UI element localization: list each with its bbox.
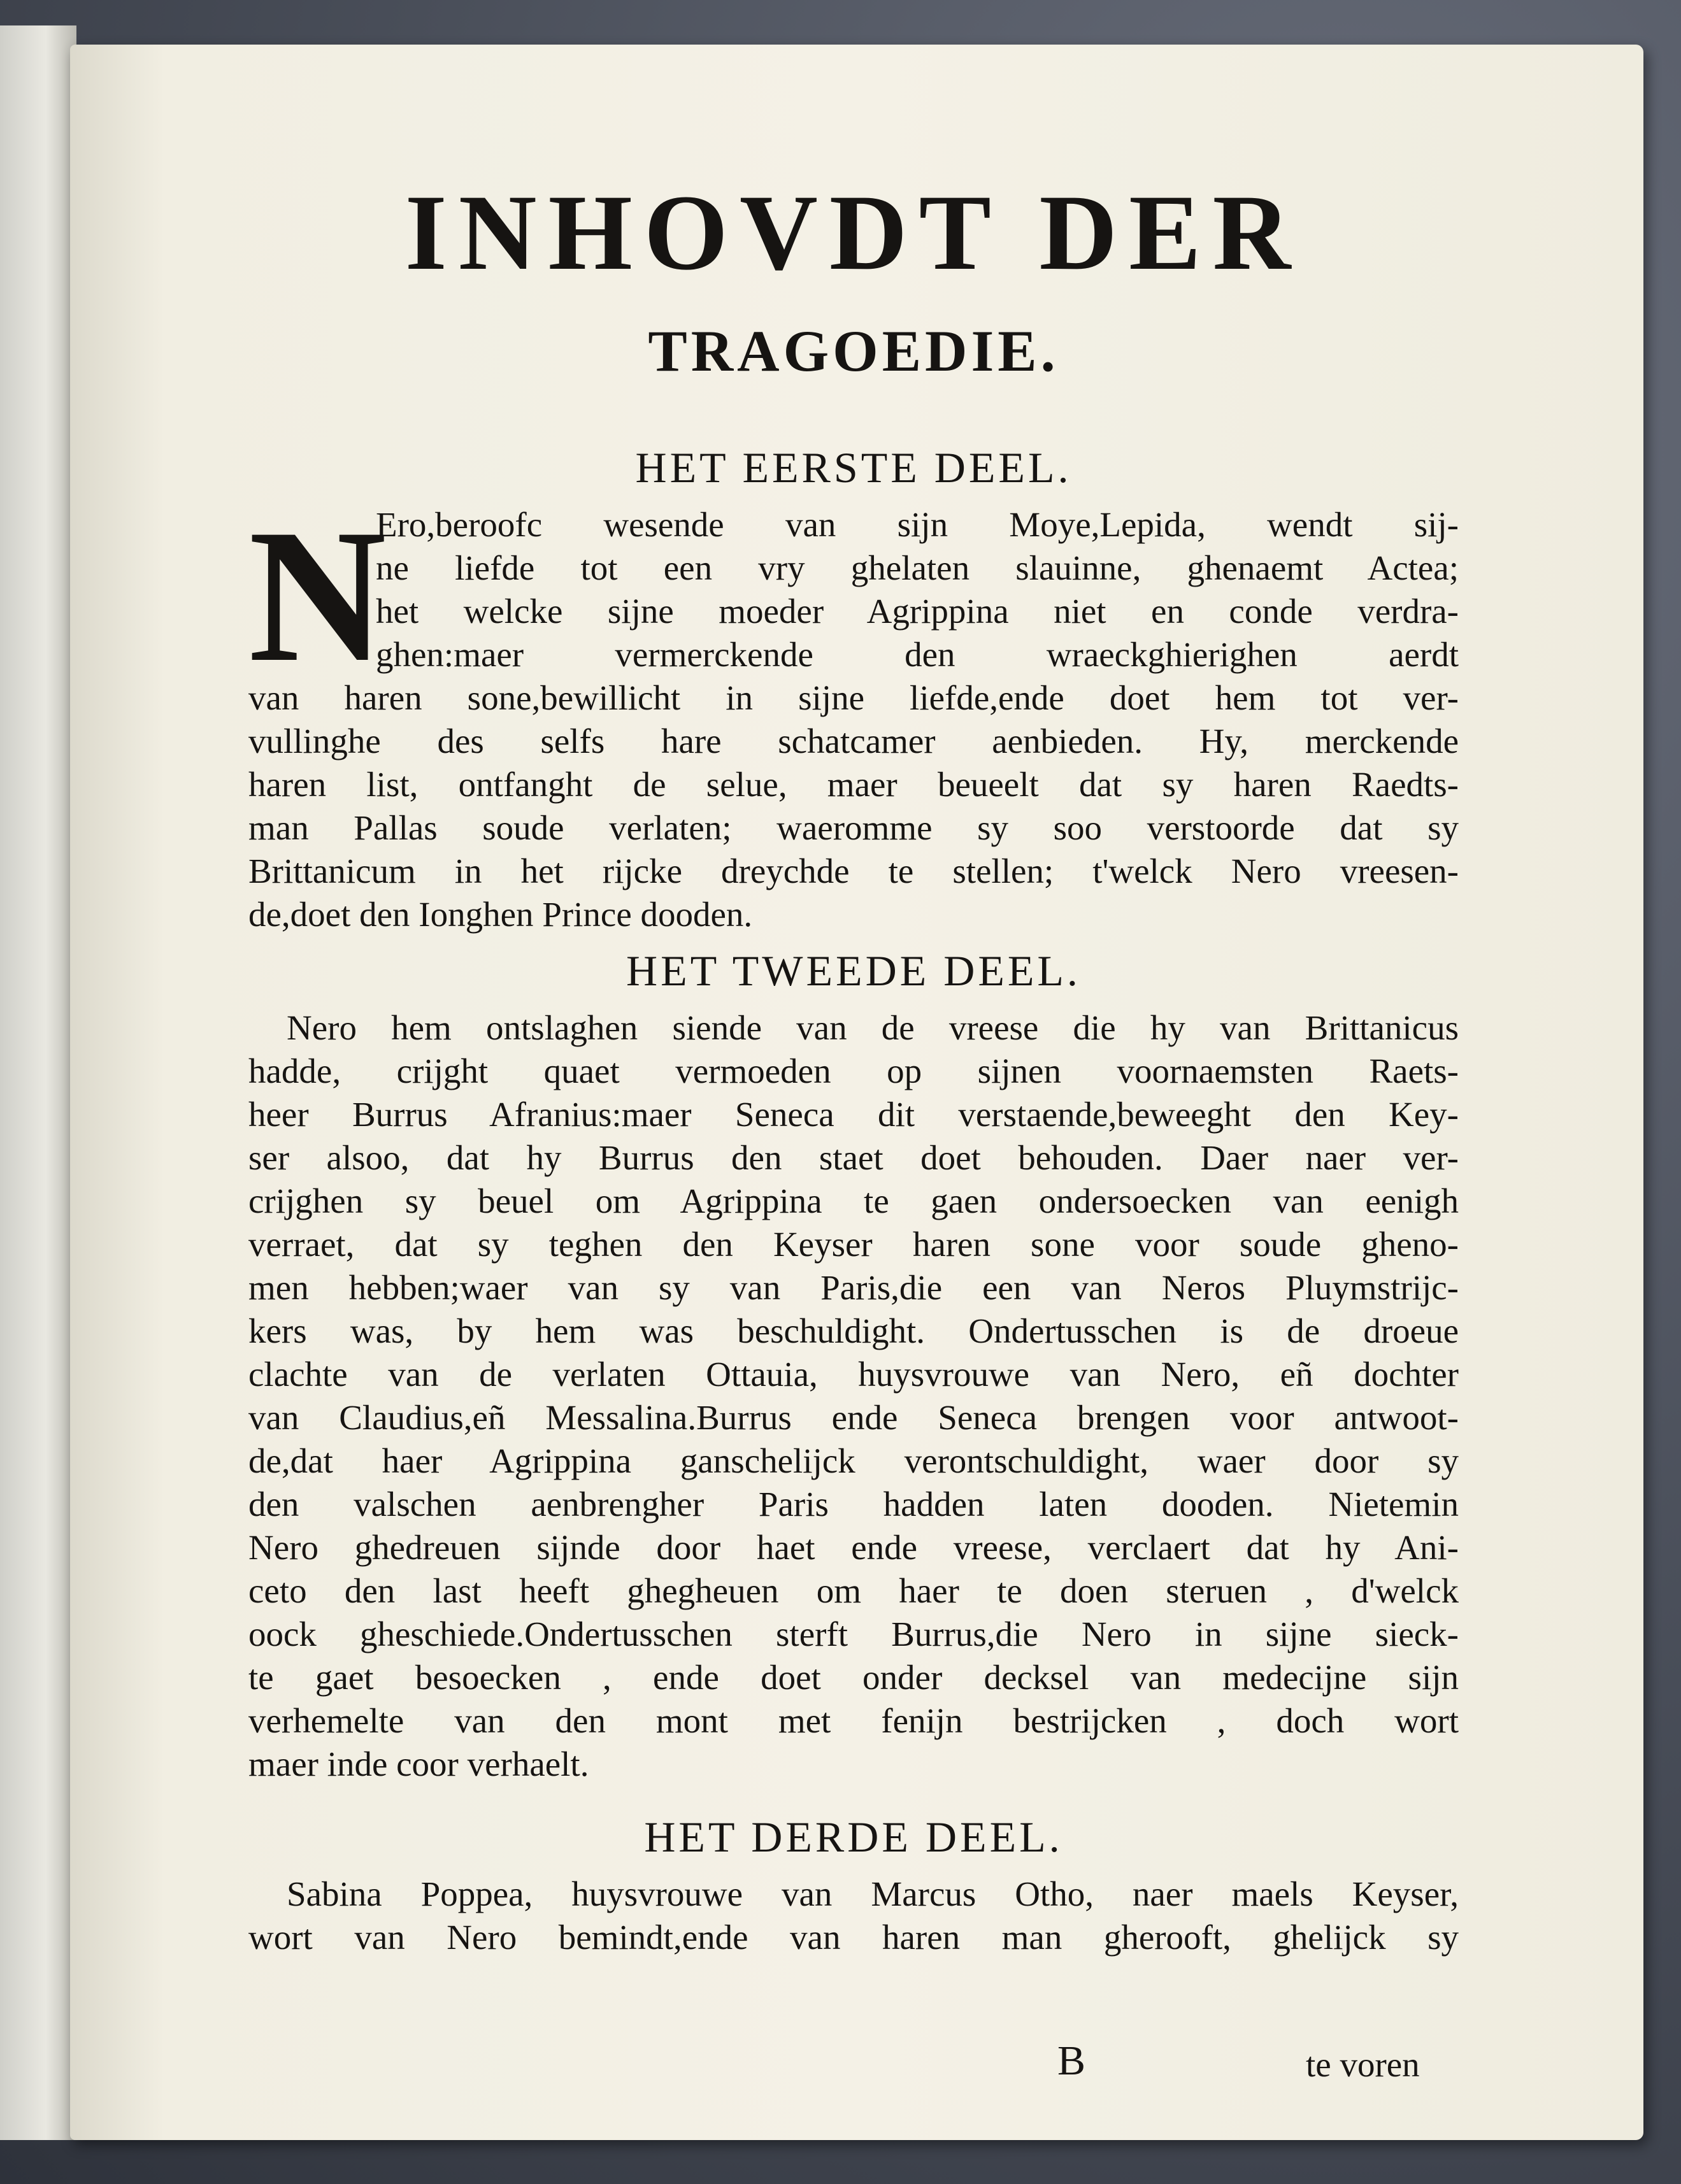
section-3-text (248, 1873, 1459, 1959)
section-1-indented-text (376, 503, 1459, 676)
section-1-text (248, 676, 1459, 936)
section-heading-3: HET DERDE DEEL. (644, 1813, 1063, 1861)
facing-page-edge (0, 25, 76, 2140)
text-line: Sabina Poppea, huysvrouwe van Marcus Otho, naer maels Keyser, (287, 1874, 1459, 1913)
page-subtitle: TRAGOEDIE. (648, 318, 1059, 383)
text-line: de,dat haer Agrippina ganschelijck verontschuldight, waer door sy (248, 1441, 1459, 1480)
text-line: kers was, by hem was beschuldight. Ondertusschen is de droeue (248, 1311, 1459, 1350)
text-line: oock gheschiede.Ondertusschen sterft Burrus,die Nero in sijne sieck- (248, 1615, 1459, 1653)
text-line: van haren sone,bewillicht in sijne liefde,ende doet hem tot ver- (248, 678, 1459, 717)
drop-capital: N (248, 490, 387, 701)
catchword: te voren (1306, 2045, 1420, 2084)
text-line: verraet, dat sy teghen den Keyser haren sone voor soude gheno- (248, 1225, 1459, 1264)
section-heading-2: HET TWEEDE DEEL. (626, 946, 1081, 995)
text-line: ser alsoo, dat hy Burrus den staet doet behouden. Daer naer ver- (248, 1138, 1459, 1177)
text-line: de,doet den Ionghen Prince dooden. (248, 895, 753, 934)
text-line: men hebben;waer van sy van Paris,die een van Neros Pluymstrijc- (248, 1268, 1459, 1307)
text-line: hadde, crijght quaet vermoeden op sijnen voornaemsten Raets- (248, 1052, 1459, 1090)
text-line: man Pallas soude verlaten; waeromme sy soo verstoorde dat sy (248, 808, 1459, 847)
text-line: Nero ghedreuen sijnde door haet ende vreese, verclaert dat hy Ani- (248, 1528, 1459, 1567)
text-line: ne liefde tot een vry ghelaten slauinne, ghenaemt Actea; (376, 548, 1459, 587)
text-line: clachte van de verlaten Ottauia, huysvrouwe van Nero, eñ dochter (248, 1355, 1459, 1394)
section-2-text (248, 1006, 1459, 1786)
page-title: INHOVDT DER (404, 173, 1303, 292)
text-line: het welcke sijne moeder Agrippina niet en conde verdra- (376, 592, 1459, 631)
section-heading-1: HET EERSTE DEEL. (635, 443, 1072, 492)
text-line: Brittanicum in het rijcke dreychde te stellen; t'welck Nero vreesen- (248, 852, 1459, 890)
text-line: wort van Nero bemindt,ende van haren man gherooft, ghelijck sy (248, 1918, 1459, 1957)
text-line: verhemelte van den mont met fenijn bestrijcken , doch wort (248, 1701, 1459, 1740)
text-line: ghen:maer vermerckende den wraeckghierighen aerdt (376, 635, 1459, 674)
text-line: Ero,beroofc wesende van sijn Moye,Lepida, wendt sij- (376, 505, 1459, 544)
text-line: vullinghe des selfs hare schatcamer aenbieden. Hy, merckende (248, 722, 1459, 760)
text-line: Nero hem ontslaghen siende van de vreese die hy van Brittanicus (287, 1008, 1459, 1047)
text-line: den valschen aenbrengher Paris hadden laten dooden. Nietemin (248, 1485, 1459, 1524)
text-line: ceto den last heeft ghegheuen om haer te doen steruen , d'welck (248, 1571, 1459, 1610)
text-line: te gaet besoecken , ende doet onder decksel van medecijne sijn (248, 1658, 1459, 1697)
text-line: maer inde coor verhaelt. (248, 1745, 589, 1783)
book-page (70, 45, 1643, 2140)
text-line: crijghen sy beuel om Agrippina te gaen ondersoecken van eenigh (248, 1181, 1459, 1220)
signature-mark: B (1057, 2038, 1086, 2084)
text-line: van Claudius,eñ Messalina.Burrus ende Seneca brengen voor antwoot- (248, 1398, 1459, 1437)
text-line: haren list, ontfanght de selue, maer beueelt dat sy haren Raedts- (248, 765, 1459, 804)
text-line: heer Burrus Afranius:maer Seneca dit verstaende,beweeght den Key- (248, 1095, 1459, 1134)
